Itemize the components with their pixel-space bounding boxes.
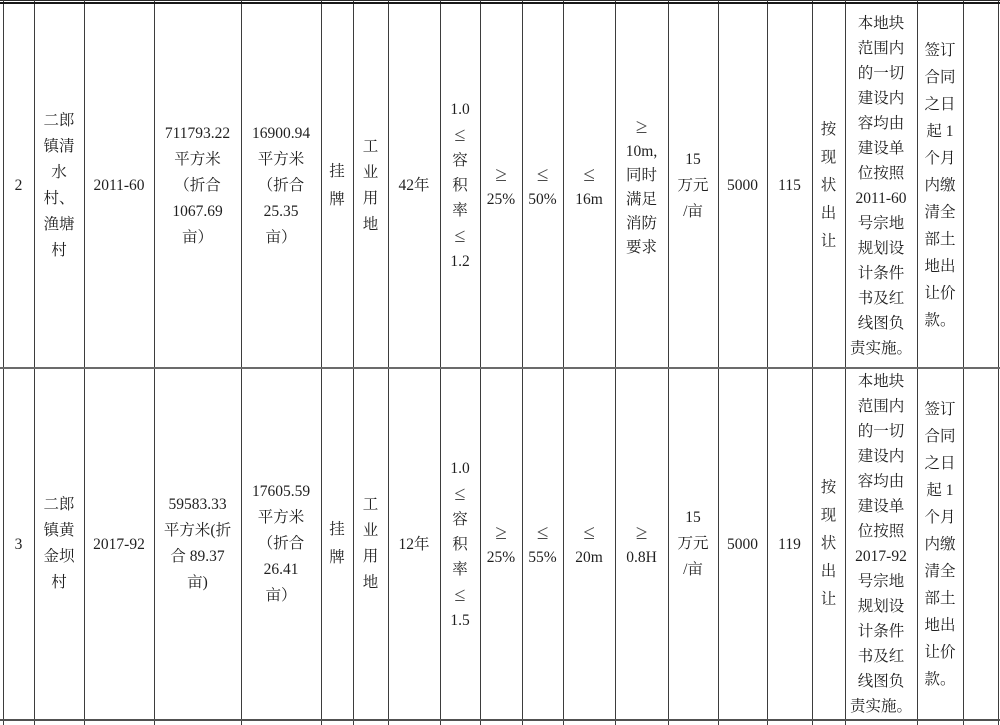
- location-cell: 二郎 镇黄 金坝 村: [34, 368, 84, 720]
- payment-note-cell: 签订 合同 之日 起 1 个月 内缴 清全 部土 地出 让价 款。: [917, 368, 963, 720]
- deposit-cell: 5000: [718, 368, 767, 720]
- building-area-cell: 17605.59 平方米 （折合 26.41 亩）: [241, 368, 321, 720]
- sale-condition-cell: 按 现 状 出 让: [812, 368, 845, 720]
- transfer-term-cell: 12年: [388, 368, 440, 720]
- transfer-area-cell: 59583.33 平方米(折 合 89.37 亩): [154, 368, 241, 720]
- coverage-limit-cell: ≤ 50%: [522, 3, 563, 368]
- building-density-cell: ≥ 25%: [480, 3, 522, 368]
- row-number-cell: 3: [3, 368, 34, 720]
- building-density-cell: ≥ 25%: [480, 368, 522, 720]
- spacing-requirement-cell: ≥ 10m, 同时 满足 消防 要求: [615, 3, 668, 368]
- cutoff-row-bottom: [0, 720, 1000, 725]
- coverage-limit-cell: ≤ 55%: [522, 368, 563, 720]
- empty-cell: [963, 3, 998, 368]
- listing-method-cell: 挂 牌: [321, 368, 353, 720]
- planning-note-cell: 本地块 范围内 的一切 建设内 容均由 建设单 位按照 2011-60 号宗地 规划设 计条件 书及红 线图负 责实施。: [845, 3, 917, 368]
- spacing-requirement-cell: ≥ 0.8H: [615, 368, 668, 720]
- transfer-term-cell: 42年: [388, 3, 440, 368]
- plot-ratio-cell: 1.0 ≤ 容 积 率 ≤ 1.2: [440, 3, 480, 368]
- location-cell: 二郎 镇清 水 村、 渔塘 村: [34, 3, 84, 368]
- land-use-cell: 工 业 用 地: [353, 368, 388, 720]
- building-area-cell: 16900.94 平方米 （折合 25.35 亩）: [241, 3, 321, 368]
- sale-condition-cell: 按 现 状 出 让: [812, 3, 845, 368]
- value-cell: 119: [767, 368, 812, 720]
- height-limit-cell: ≤ 20m: [563, 368, 615, 720]
- listing-method-cell: 挂 牌: [321, 3, 353, 368]
- empty-cell: [963, 368, 998, 720]
- value-cell: 115: [767, 3, 812, 368]
- payment-note-cell: 签订 合同 之日 起 1 个月 内缴 清全 部土 地出 让价 款。: [917, 3, 963, 368]
- plot-ratio-cell: 1.0 ≤ 容 积 率 ≤ 1.5: [440, 368, 480, 720]
- table-row-3: [0, 368, 1000, 720]
- planning-note-cell: 本地块 范围内 的一切 建设内 容均由 建设单 位按照 2017-92 号宗地 规划设 计条件 书及红 线图负 责实施。: [845, 368, 917, 720]
- transfer-area-cell: 711793.22 平方米 （折合 1067.69 亩）: [154, 3, 241, 368]
- land-use-cell: 工 业 用 地: [353, 3, 388, 368]
- height-limit-cell: ≤ 16m: [563, 3, 615, 368]
- price-per-mu-cell: 15 万元 /亩: [668, 3, 718, 368]
- table-row-2: [0, 3, 1000, 368]
- row-number-cell: 2: [3, 3, 34, 368]
- parcel-number-cell: 2011-60: [84, 3, 154, 368]
- deposit-cell: 5000: [718, 3, 767, 368]
- price-per-mu-cell: 15 万元 /亩: [668, 368, 718, 720]
- parcel-number-cell: 2017-92: [84, 368, 154, 720]
